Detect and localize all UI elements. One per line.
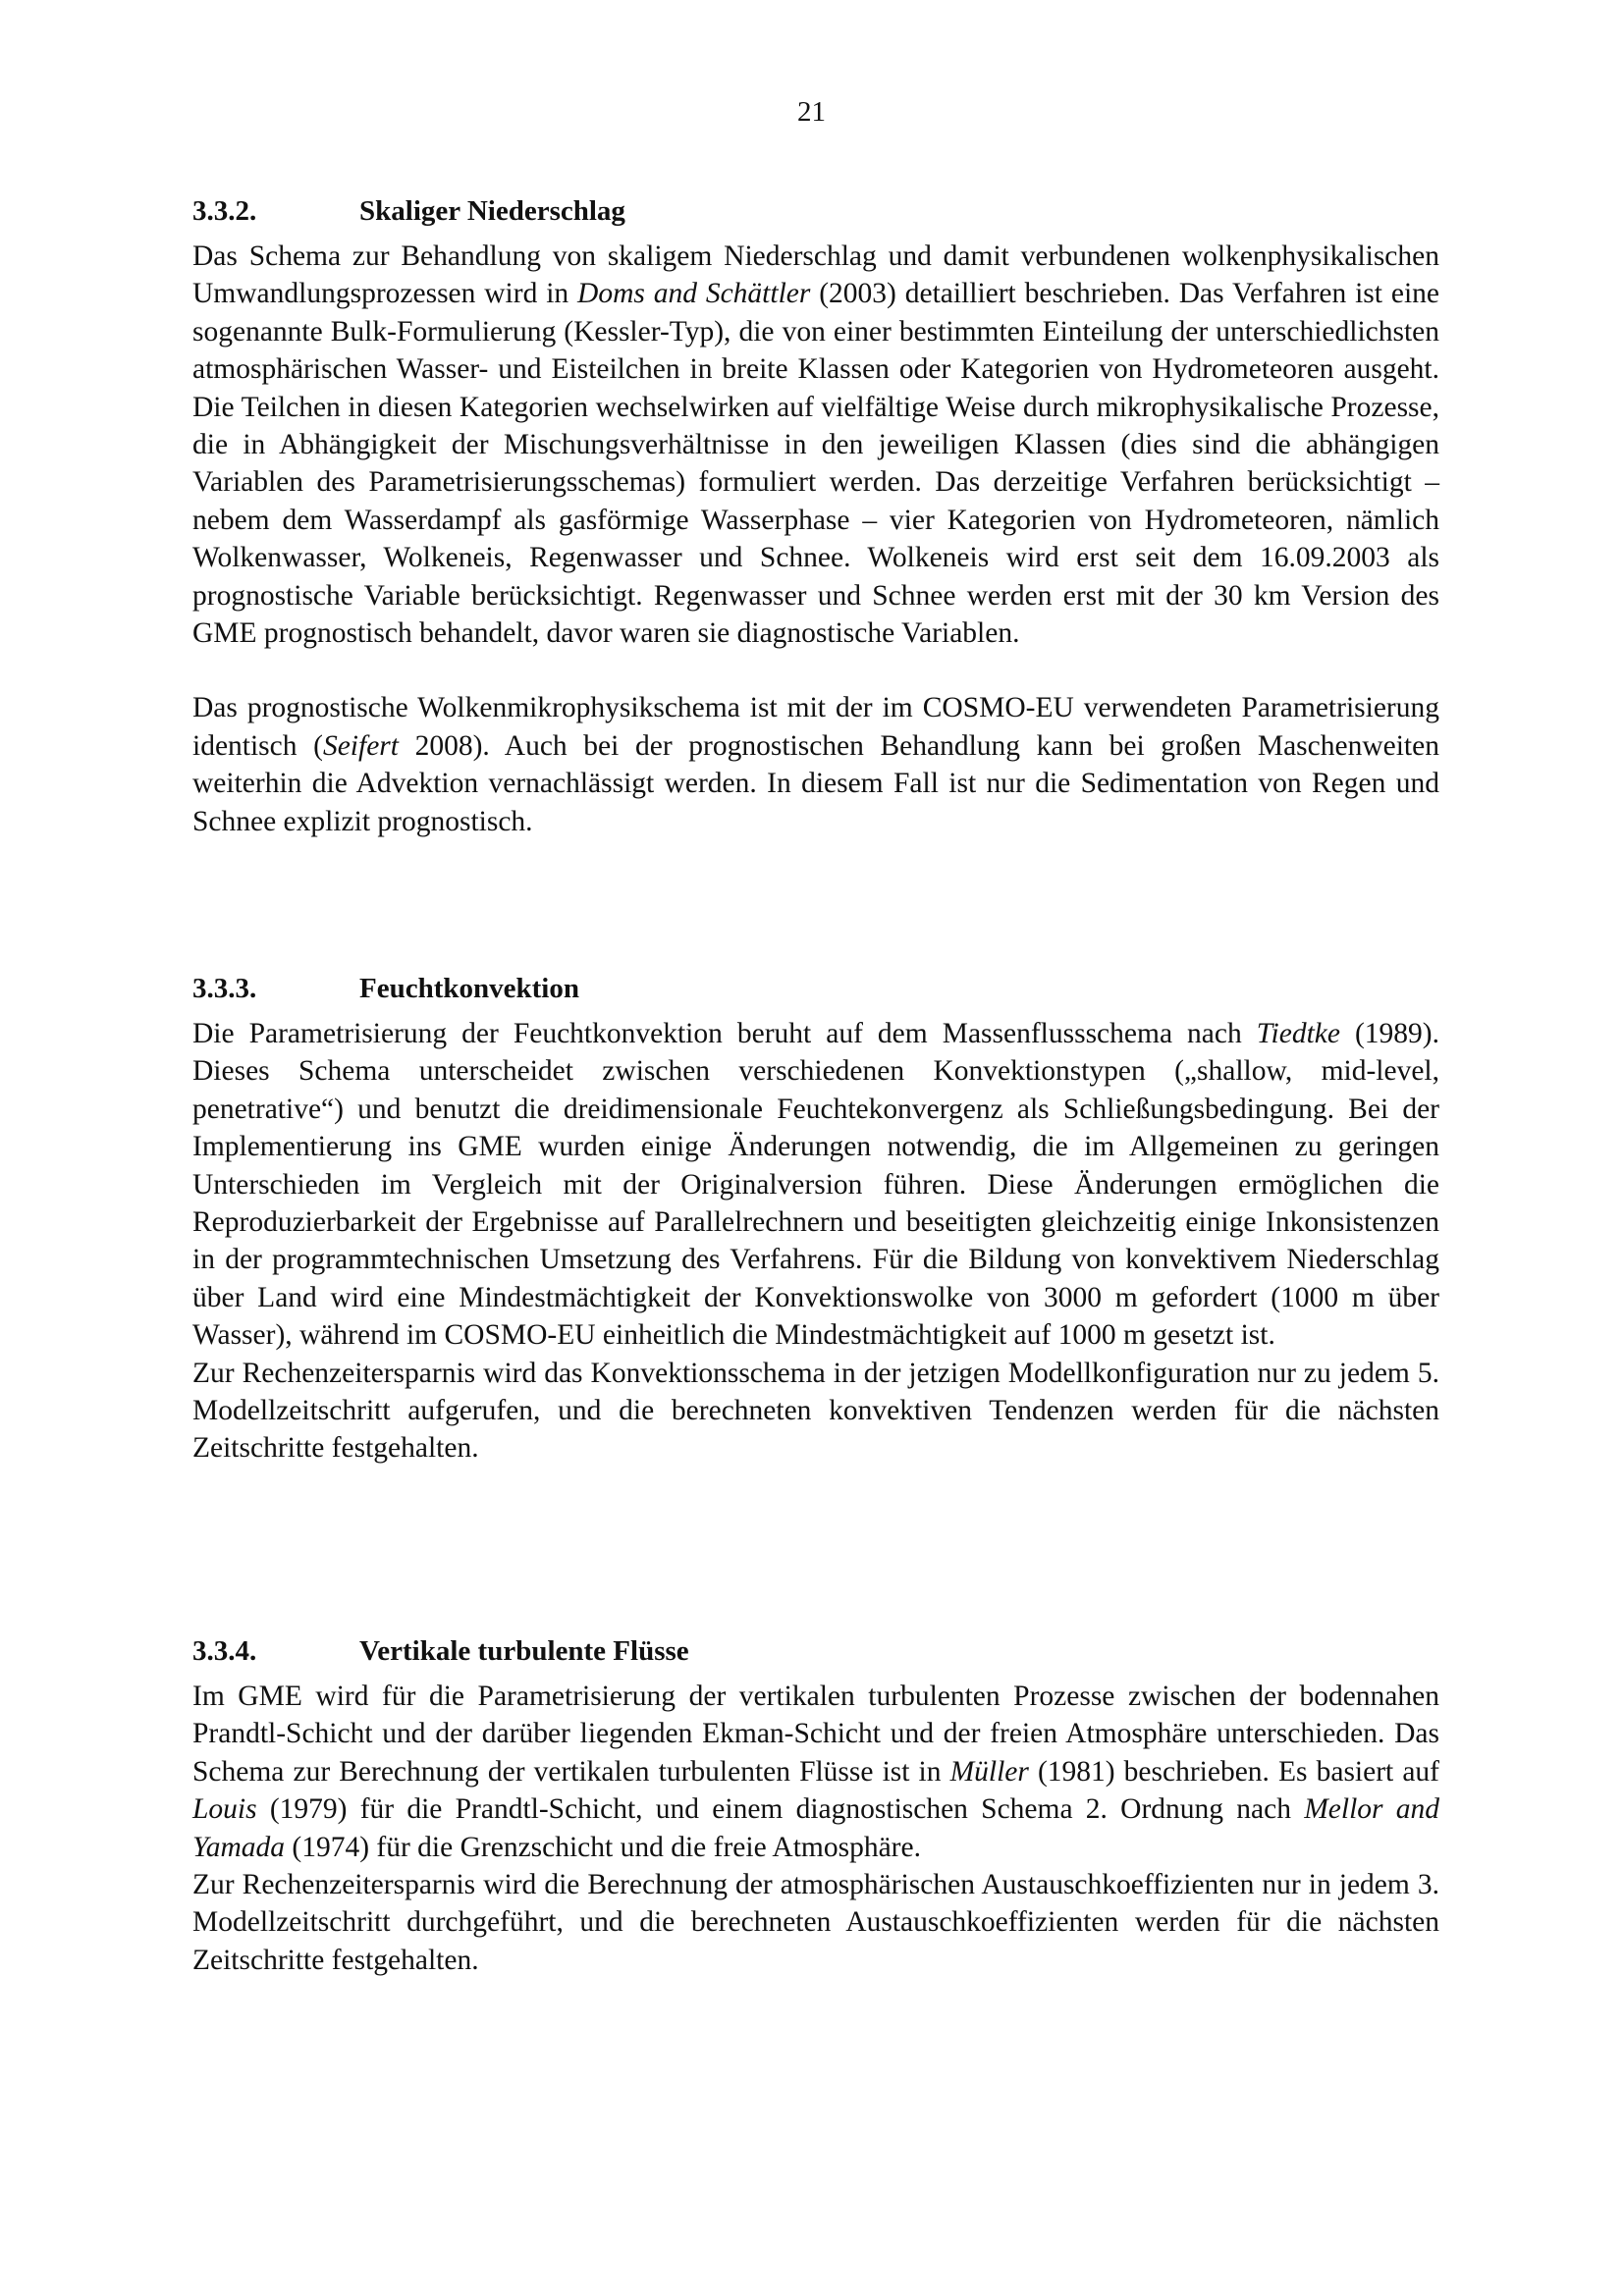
section-number: 3.3.2.	[192, 195, 257, 227]
paragraph-text: (1981) beschrieben. Es basiert auf	[1028, 1755, 1439, 1788]
paragraph-text: (2003) detailliert beschrieben. Das Verfahren ist eine sogenannte Bulk-Formulierung (Kessler-Typ), die von einer bestimmten Einteilung der unterschiedlichsten atmosphärischen Wasser- und Eisteilchen in breite Klassen oder Kategorien von Hydrometeoren ausgeht. Die Teilchen in diesen Kategorien wechselwirken auf vielfältige Weise durch mikrophysikalische Prozesse, die in Abhängigkeit der Mischungsverhältnisse in den jeweiligen Klassen (dies sind die abhängigen Variablen des Parametrisierungsschemas) formuliert werden. Das derzeitige Verfahren berücksichtigt – nebem dem Wasserdampf als gasförmige Wasserphase – vier Kategorien von Hydrometeoren, nämlich Wolkenwasser, Wolkeneis, Regenwasser und Schnee. Wolkeneis wird erst seit dem 16.09.2003 als prognostische Variable berücksichtigt. Regenwasser und Schnee werden erst mit der 30 km Version des GME prognostisch behandelt, davor waren sie diagnostische Variablen.	[192, 278, 1439, 650]
section-3-3-4	[192, 1632, 1439, 1979]
paragraph-text: Das prognostische Wolkenmikrophysikschema ist mit der im COSMO-EU verwendeten Parametrisierung identisch (	[192, 692, 1439, 762]
section-heading	[192, 970, 1439, 1007]
body-paragraph	[192, 1355, 1439, 1468]
paragraph-text: (1979) für die Prandtl-Schicht, und einem diagnostischen Schema 2. Ordnung nach	[256, 1793, 1305, 1826]
citation-author: Louis	[192, 1793, 257, 1826]
citation-author: Seifert	[322, 729, 399, 762]
citation-author: Doms and Schättler	[577, 278, 811, 310]
section-title: Skaliger Niederschlag	[359, 195, 625, 227]
paragraph-text: Zur Rechenzeitersparnis wird das Konvektionsschema in der jetzigen Modellkonfiguration nur zu jedem 5. Modellzeitschritt aufgerufen, und die berechneten konvektiven Tendenzen werden für die nächsten Zeitschritte festgehalten.	[192, 1357, 1439, 1465]
section-title: Feuchtkonvektion	[359, 973, 579, 1004]
section-number: 3.3.4.	[192, 1635, 257, 1667]
citation-author: Mellor and Yamada	[192, 1793, 1439, 1863]
paragraph-text: Das Schema zur Behandlung von skaligem Niederschlag und damit verbundenen wolkenphysikalischen Umwandlungsprozessen wird in	[192, 240, 1439, 310]
body-paragraph	[192, 1015, 1439, 1355]
body-paragraph	[192, 689, 1439, 840]
section-3-3-3	[192, 970, 1439, 1468]
citation-author: Tiedtke	[1256, 1018, 1340, 1049]
paragraph-text: (1974) für die Grenzschicht und die freie Atmosphäre.	[285, 1831, 921, 1863]
page-number: 21	[797, 96, 826, 128]
paragraph-text: (1989). Dieses Schema unterscheidet zwischen verschiedenen Konvektionstypen („shallow, mid-level, penetrative“) und benutzt die dreidimensionale Feuchtekonvergenz als Schließungsbedingung. Bei der Implementierung ins GME wurden einige Änderungen notwendig, die im Allgemeinen zu geringen Unterschieden im Vergleich mit der Originalversion führen. Diese Änderungen ermöglichen die Reproduzierbarkeit der Ergebnisse auf Parallelrechnern und beseitigten gleichzeitig einige Inkonsistenzen in der programmtechnischen Umsetzung des Verfahrens. Für die Bildung von konvektivem Niederschlag über Land wird eine Mindestmächtigkeit der Konvektionswolke von 3000 m gefordert (1000 m über Wasser), während im COSMO-EU einheitlich die Mindestmächtigkeit auf 1000 m gesetzt ist.	[192, 1018, 1440, 1352]
section-number: 3.3.3.	[192, 973, 257, 1004]
paragraph-text: 2008). Auch bei der prognostischen Behandlung kann bei großen Maschenweiten weiterhin die Advektion vernachlässigt werden. In diesem Fall ist nur die Sedimentation von Regen und Schnee explizit prognostisch.	[192, 729, 1439, 837]
paragraph-text: Die Parametrisierung der Feuchtkonvektion beruht auf dem Massenflussschema nach	[192, 1018, 1257, 1049]
body-paragraph	[192, 1866, 1439, 1979]
paragraph-text: Zur Rechenzeitersparnis wird die Berechnung der atmosphärischen Austauschkoeffizienten nur in jedem 3. Modellzeitschritt durchgeführt, und die berechneten Austauschkoeffizienten werden für die nächsten Zeitschritte festgehalten.	[192, 1869, 1439, 1976]
section-3-3-2	[192, 192, 1439, 840]
body-paragraph	[192, 238, 1439, 652]
citation-author: Müller	[949, 1755, 1029, 1788]
section-heading	[192, 192, 1439, 230]
section-title: Vertikale turbulente Flüsse	[359, 1635, 689, 1667]
section-heading	[192, 1632, 1439, 1670]
paragraph-text: Im GME wird für die Parametrisierung der vertikalen turbulenten Prozesse zwischen der bodennahen Prandtl-Schicht und der darüber liegenden Ekman-Schicht und der freien Atmosphäre unterschieden. Das Schema zur Berechnung der vertikalen turbulenten Flüsse ist in	[192, 1681, 1439, 1788]
body-paragraph	[192, 1678, 1439, 1866]
